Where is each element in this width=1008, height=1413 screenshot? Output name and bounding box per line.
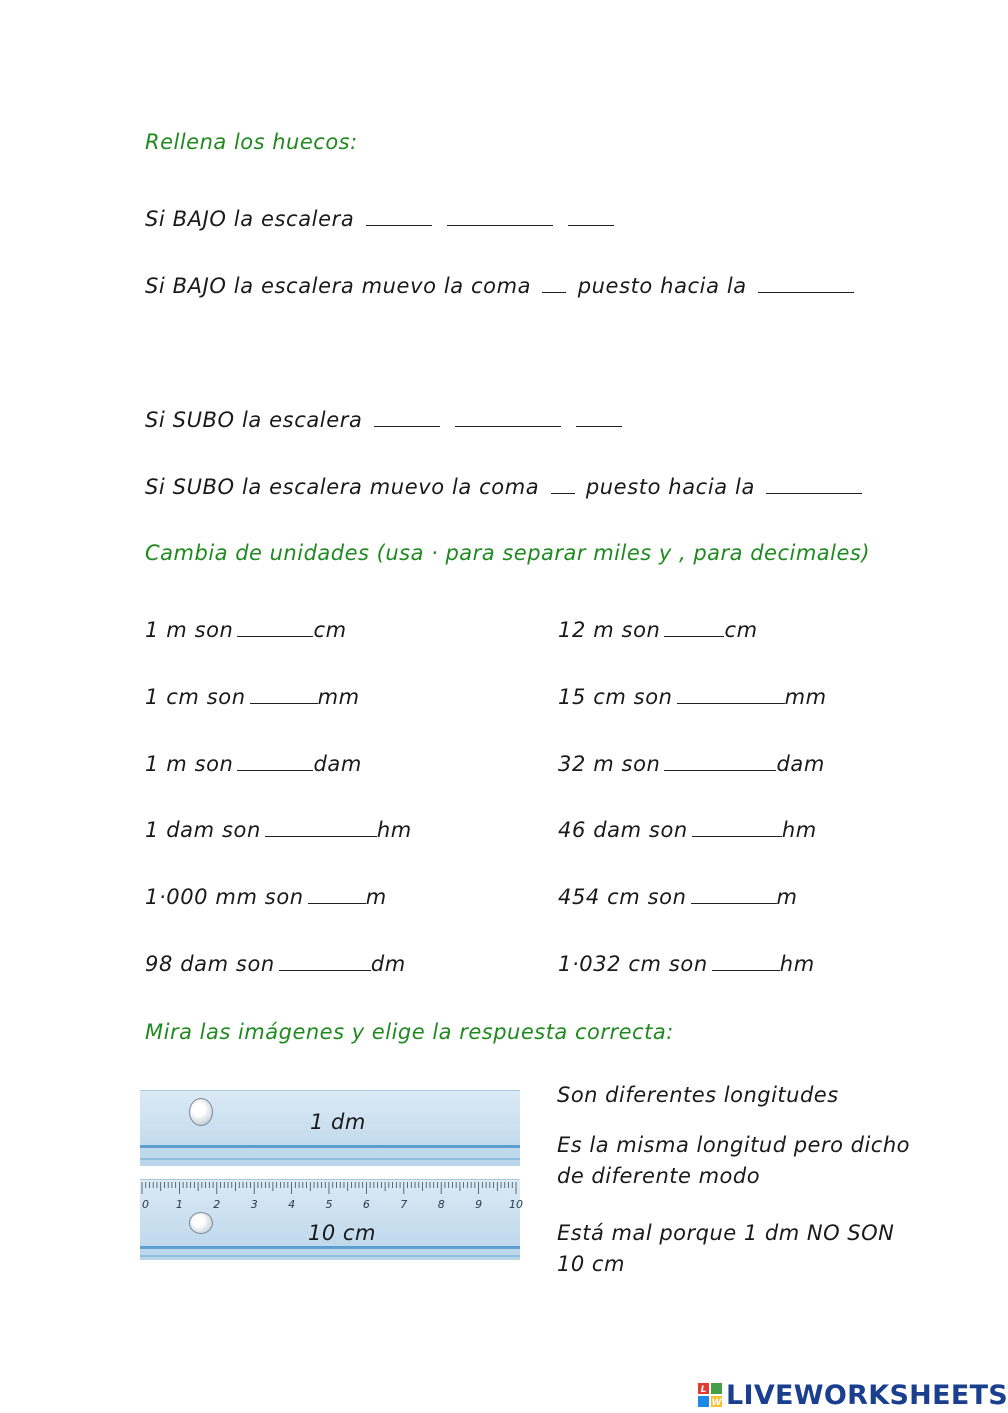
conv-right-6-blank[interactable]	[712, 952, 780, 971]
blank-3b[interactable]	[455, 408, 561, 427]
conv-left-3-unit: dam	[313, 752, 362, 776]
heading-change-units: Cambia de unidades (usa · para separar miles y , para decimales)	[145, 541, 871, 565]
conv-left-6	[145, 952, 406, 976]
conv-right-4-prefix: 46 dam son	[558, 818, 688, 842]
conv-left-6-blank[interactable]	[279, 952, 371, 971]
conv-left-5-prefix: 1·000 mm son	[145, 885, 304, 909]
conv-left-3-prefix: 1 m son	[145, 752, 234, 776]
option-same-length[interactable]: Es la misma longitud pero dicho de diferente modo	[557, 1133, 910, 1188]
conv-right-1-blank[interactable]	[664, 618, 724, 637]
conv-right-1-prefix: 12 m son	[558, 618, 661, 642]
ruler-number: 9	[475, 1198, 483, 1211]
conv-left-6-prefix: 98 dam son	[145, 952, 275, 976]
blank-4a[interactable]	[551, 475, 575, 494]
fill-line-3	[145, 408, 626, 432]
heading-look-images: Mira las imágenes y elige la respuesta correcta:	[145, 1020, 674, 1044]
option-wrong[interactable]: Está mal porque 1 dm NO SON 10 cm	[557, 1221, 895, 1276]
conv-left-1-unit: cm	[313, 618, 347, 642]
conv-left-4-unit: hm	[376, 818, 412, 842]
liveworksheets-logo-text: LIVEWORKSHEETS	[726, 1380, 1008, 1411]
conv-right-3	[558, 752, 825, 776]
ruler-number: 5	[325, 1198, 333, 1211]
logo-letter-l: L	[700, 1385, 707, 1395]
conv-right-2	[558, 685, 827, 709]
conv-left-1	[145, 618, 347, 642]
ruler-1dm	[140, 1090, 520, 1166]
fill-line-3-text: Si SUBO la escalera	[145, 408, 363, 432]
blank-1b[interactable]	[447, 207, 553, 226]
conv-right-5-unit: m	[776, 885, 798, 909]
conv-right-6-unit: hm	[779, 952, 815, 976]
fill-line-1-text: Si BAJO la escalera	[145, 207, 355, 231]
conv-left-1-prefix: 1 m son	[145, 618, 234, 642]
fill-line-2-middle: puesto hacia la	[577, 274, 747, 298]
blank-3c[interactable]	[576, 408, 622, 427]
conv-left-1-blank[interactable]	[237, 618, 313, 637]
ruler-number: 4	[288, 1198, 296, 1211]
conv-right-4	[558, 818, 817, 842]
option-different-lengths[interactable]: Son diferentes longitudes	[557, 1083, 839, 1107]
conv-right-1	[558, 618, 758, 642]
fill-line-4-middle: puesto hacia la	[585, 475, 755, 499]
ruler-10cm-label: 10 cm	[308, 1221, 376, 1245]
conv-left-5-unit: m	[365, 885, 387, 909]
conv-left-3	[145, 752, 362, 776]
fill-line-1	[145, 207, 618, 231]
blank-1a[interactable]	[366, 207, 432, 226]
conv-left-2-prefix: 1 cm son	[145, 685, 246, 709]
fill-line-2-text: Si BAJO la escalera muevo la coma	[145, 274, 532, 298]
ruler-number: 3	[250, 1198, 258, 1211]
blank-4b[interactable]	[766, 475, 862, 494]
conv-right-1-unit: cm	[724, 618, 758, 642]
ruler-number: 1	[175, 1198, 183, 1211]
liveworksheets-logo-icon	[698, 1383, 722, 1407]
ruler-number: 10	[509, 1198, 523, 1211]
conv-right-3-unit: dam	[776, 752, 825, 776]
ruler-number: 8	[437, 1198, 445, 1211]
conv-right-5-prefix: 454 cm son	[558, 885, 687, 909]
conv-left-5-blank[interactable]	[308, 885, 366, 904]
conv-left-2-unit: mm	[317, 685, 360, 709]
ruler-number: 6	[362, 1198, 370, 1211]
conv-right-4-unit: hm	[781, 818, 817, 842]
conv-left-4-prefix: 1 dam son	[145, 818, 261, 842]
conv-right-2-blank[interactable]	[677, 685, 785, 704]
conv-right-6-prefix: 1·032 cm son	[558, 952, 708, 976]
conv-right-2-prefix: 15 cm son	[558, 685, 673, 709]
conv-left-2	[145, 685, 360, 709]
conv-right-6	[558, 952, 815, 976]
fill-line-4	[145, 475, 866, 499]
blank-3a[interactable]	[374, 408, 440, 427]
fill-line-4-text: Si SUBO la escalera muevo la coma	[145, 475, 540, 499]
conv-right-4-blank[interactable]	[692, 818, 782, 837]
ruler-hole-icon	[189, 1212, 213, 1234]
heading-fill-gaps: Rellena los huecos:	[145, 130, 358, 154]
ruler-10cm	[140, 1179, 523, 1260]
ruler-1dm-label: 1 dm	[310, 1110, 366, 1134]
logo-letter-w: W	[711, 1398, 722, 1408]
blank-2b[interactable]	[758, 274, 854, 293]
conv-left-5	[145, 885, 387, 909]
blank-1c[interactable]	[568, 207, 614, 226]
conv-left-4-blank[interactable]	[265, 818, 377, 837]
conv-left-4	[145, 818, 412, 842]
conv-right-5-blank[interactable]	[691, 885, 777, 904]
ruler-scale	[140, 1180, 523, 1212]
ruler-number: 0	[142, 1198, 149, 1211]
conv-left-2-blank[interactable]	[250, 685, 318, 704]
conv-right-5	[558, 885, 798, 909]
conv-right-3-prefix: 32 m son	[558, 752, 661, 776]
conv-right-2-unit: mm	[784, 685, 827, 709]
fill-line-2	[145, 274, 858, 298]
blank-2a[interactable]	[542, 274, 566, 293]
ruler-hole-icon	[189, 1098, 213, 1126]
conv-left-3-blank[interactable]	[237, 752, 313, 771]
ruler-number: 2	[213, 1198, 221, 1211]
ruler-number: 7	[400, 1198, 408, 1211]
conv-right-3-blank[interactable]	[664, 752, 776, 771]
conv-left-6-unit: dm	[370, 952, 406, 976]
